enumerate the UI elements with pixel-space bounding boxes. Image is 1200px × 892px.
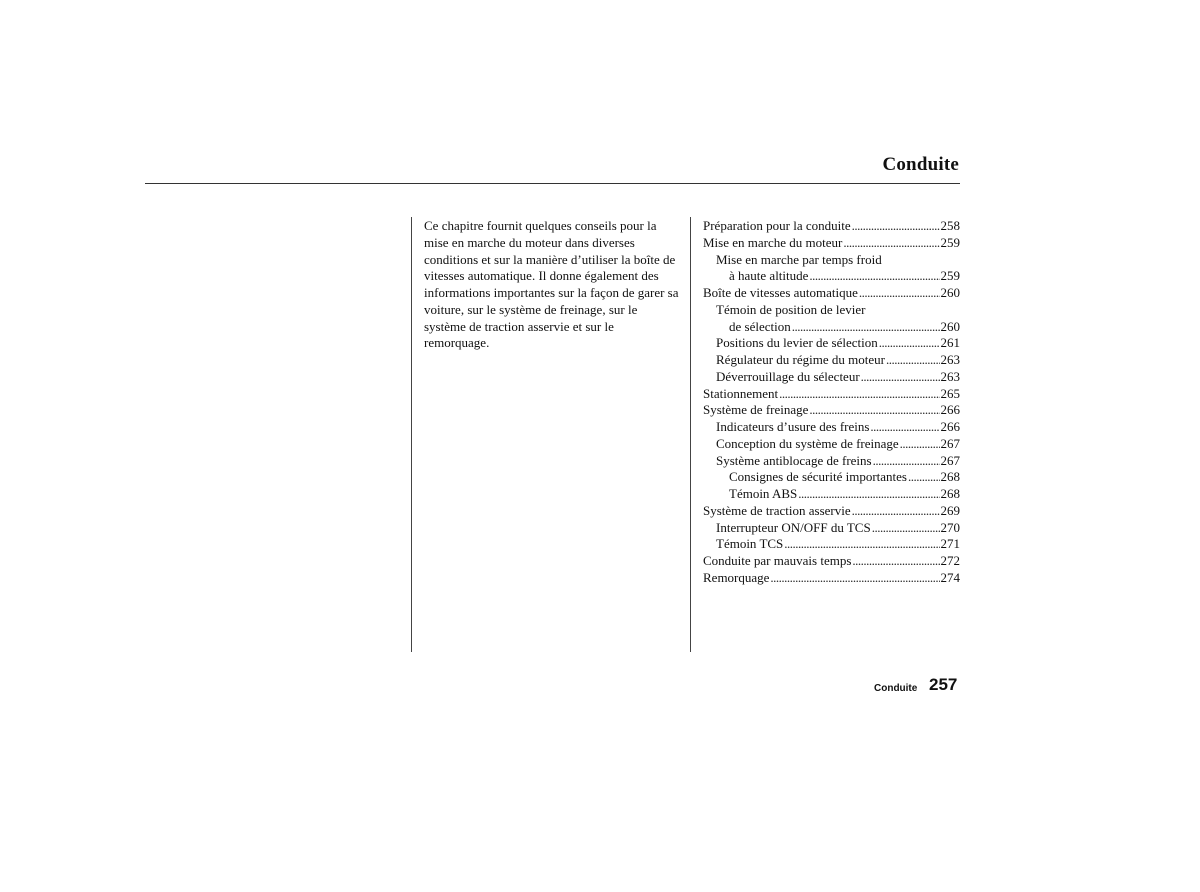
intro-paragraph: Ce chapitre fournit quelques conseils pour la mise en marche du moteur dans diverses conditions et sur la manière d’utiliser la boîte de vitesses automatique. Il donne également des informations importantes sur la façon de garer sa voiture, sur le système de freinage, sur le système de traction asservie et sur le remorquage. bbox=[424, 218, 679, 351]
toc-entry-page: 263 bbox=[940, 352, 960, 367]
left-column-rule bbox=[411, 217, 412, 652]
toc-entry-page: 265 bbox=[940, 385, 960, 401]
toc-leader-dots bbox=[879, 335, 940, 352]
toc-leader-dots bbox=[908, 469, 940, 486]
intro-column bbox=[424, 218, 682, 352]
toc-entry-label: à haute altitude bbox=[729, 268, 809, 284]
toc-entry-page: 269 bbox=[940, 502, 960, 518]
toc-entry-page: 271 bbox=[940, 536, 960, 552]
toc-leader-dots bbox=[843, 235, 939, 252]
toc-entry-label: Interrupteur ON/OFF du TCS bbox=[716, 519, 871, 535]
toc-entry[interactable] bbox=[703, 302, 960, 319]
toc-entry-label: Régulateur du régime du moteur bbox=[716, 352, 885, 367]
toc-entry[interactable] bbox=[703, 252, 960, 269]
toc-entry-label: Stationnement bbox=[703, 385, 779, 401]
toc-leader-dots bbox=[900, 436, 940, 453]
toc-leader-dots bbox=[873, 453, 940, 470]
toc-entry[interactable] bbox=[703, 553, 960, 570]
toc-leader-dots bbox=[809, 402, 939, 419]
footer-section-label: Conduite bbox=[874, 683, 918, 694]
toc-entry[interactable] bbox=[703, 503, 960, 520]
toc-entry-label: Système de freinage bbox=[703, 402, 809, 418]
toc-entry-label: Mise en marche par temps froid bbox=[716, 251, 882, 267]
toc-leader-dots bbox=[779, 386, 939, 403]
toc-entry-page: 263 bbox=[940, 368, 960, 384]
toc-entry-page: 266 bbox=[940, 402, 960, 418]
toc-entry-label: Préparation pour la conduite bbox=[703, 218, 851, 233]
toc-entry[interactable] bbox=[703, 520, 960, 537]
toc-leader-dots bbox=[859, 285, 940, 302]
footer-page-number: 257 bbox=[929, 675, 958, 694]
toc-entry-label: de sélection bbox=[729, 318, 791, 334]
toc-leader-dots bbox=[809, 268, 939, 285]
toc-entry[interactable] bbox=[703, 486, 960, 503]
toc-leader-dots bbox=[872, 520, 940, 537]
toc-entry-label: Témoin ABS bbox=[729, 486, 798, 501]
toc-entry-label: Déverrouillage du sélecteur bbox=[716, 368, 860, 384]
table-of-contents bbox=[703, 218, 960, 587]
toc-entry[interactable] bbox=[703, 285, 960, 302]
toc-entry-page: 260 bbox=[940, 285, 960, 300]
toc-entry-label: Témoin TCS bbox=[716, 536, 784, 552]
toc-entry-page: 268 bbox=[940, 486, 960, 501]
toc-entry-label: Indicateurs d’usure des freins bbox=[716, 419, 870, 434]
toc-entry-label: Positions du levier de sélection bbox=[716, 335, 878, 351]
toc-entry-page: 261 bbox=[940, 335, 960, 351]
toc-entry-page: 267 bbox=[940, 452, 960, 468]
toc-entry-label: Mise en marche du moteur bbox=[703, 234, 843, 250]
toc-leader-dots bbox=[852, 553, 939, 570]
toc-entry[interactable] bbox=[703, 369, 960, 386]
toc-entry-label: Consignes de sécurité importantes bbox=[729, 469, 907, 485]
toc-entry-label: Boîte de vitesses automatique bbox=[703, 285, 858, 300]
toc-entry-page: 272 bbox=[940, 553, 960, 568]
toc-entry-page: 274 bbox=[940, 569, 960, 585]
toc-entry[interactable] bbox=[703, 218, 960, 235]
toc-entry[interactable] bbox=[703, 386, 960, 403]
toc-entry-label: Conception du système de freinage bbox=[716, 435, 899, 451]
toc-leader-dots bbox=[870, 419, 939, 436]
toc-entry[interactable] bbox=[703, 419, 960, 436]
toc-entry[interactable] bbox=[703, 402, 960, 419]
toc-entry[interactable] bbox=[703, 436, 960, 453]
title-rule bbox=[145, 183, 960, 184]
toc-leader-dots bbox=[792, 319, 940, 336]
toc-leader-dots bbox=[861, 369, 940, 386]
toc-entry-label: Remorquage bbox=[703, 569, 770, 585]
toc-entry-page: 266 bbox=[940, 419, 960, 434]
toc-entry[interactable] bbox=[703, 335, 960, 352]
toc-entry[interactable] bbox=[703, 352, 960, 369]
right-column-rule bbox=[690, 217, 691, 652]
toc-entry-label: Système de traction asservie bbox=[703, 502, 851, 518]
toc-leader-dots bbox=[784, 536, 939, 553]
page-title: Conduite bbox=[882, 154, 959, 175]
toc-entry[interactable] bbox=[703, 319, 960, 336]
toc-entry-page: 267 bbox=[940, 435, 960, 451]
toc-leader-dots bbox=[770, 570, 939, 587]
toc-entry[interactable] bbox=[703, 453, 960, 470]
toc-leader-dots bbox=[886, 352, 940, 369]
toc-entry-page: 258 bbox=[940, 218, 960, 233]
toc-entry-page: 268 bbox=[940, 469, 960, 485]
toc-entry[interactable] bbox=[703, 268, 960, 285]
toc-leader-dots bbox=[852, 218, 940, 235]
toc-entry-label: Témoin de position de levier bbox=[716, 301, 866, 317]
toc-entry[interactable] bbox=[703, 235, 960, 252]
toc-entry-label: Conduite par mauvais temps bbox=[703, 553, 852, 568]
toc-entry-page: 260 bbox=[940, 318, 960, 334]
toc-entry[interactable] bbox=[703, 469, 960, 486]
toc-entry-label: Système antiblocage de freins bbox=[716, 452, 872, 468]
toc-leader-dots bbox=[798, 486, 939, 503]
toc-leader-dots bbox=[852, 503, 940, 520]
toc-entry-page: 270 bbox=[940, 519, 960, 535]
toc-entry[interactable] bbox=[703, 570, 960, 587]
toc-entry[interactable] bbox=[703, 536, 960, 553]
toc-entry-page: 259 bbox=[940, 234, 960, 250]
toc-entry-page: 259 bbox=[940, 268, 960, 284]
